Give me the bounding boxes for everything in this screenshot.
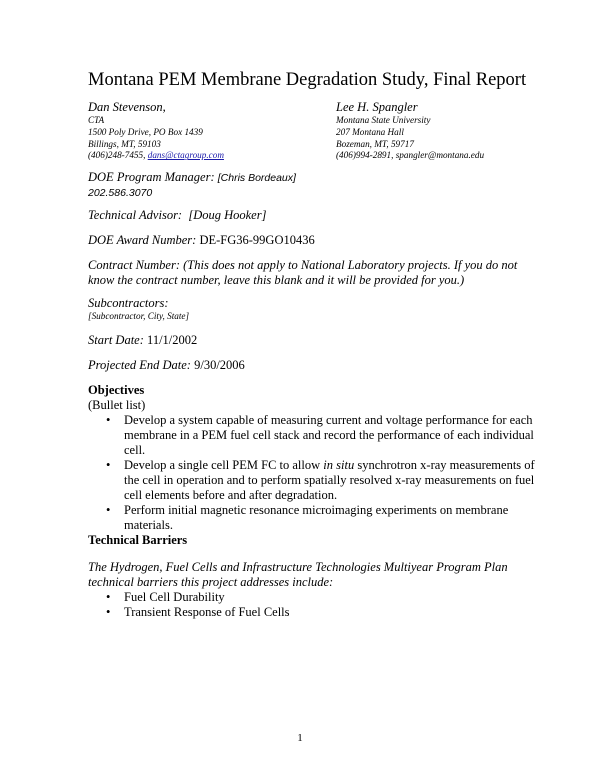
end-date-label: Projected End Date: [88, 358, 191, 372]
contract-line-1 [88, 258, 517, 273]
projected-end-date [88, 358, 245, 373]
doe-manager-value: [Chris Bordeaux] [217, 172, 296, 184]
report-title: Montana PEM Membrane Degradation Study, Final Report [88, 70, 527, 90]
list-item-emphasis: in situ [323, 458, 355, 472]
author-name: Dan Stevenson, [88, 100, 166, 114]
barriers-intro-2: technical barriers this project addresses include: [88, 575, 334, 589]
author-address-line: 207 Montana Hall [336, 126, 404, 137]
list-item: • Fuel Cell Durability [88, 590, 508, 605]
author-contact-line [336, 150, 484, 162]
list-item-line: cell elements before and after degradation. [124, 488, 338, 502]
list-item [88, 413, 535, 458]
list-item-text: Develop a single cell PEM FC to allow [124, 458, 324, 472]
objectives-heading: Objectives [88, 383, 145, 397]
list-item [88, 458, 535, 503]
contract-number [88, 258, 517, 288]
list-item-line: materials. [124, 518, 173, 532]
subcontractors-label: Subcontractors: [88, 296, 169, 310]
author-name: Lee H. Spangler [336, 100, 418, 114]
page-number: 1 [297, 732, 303, 744]
list-item-line: the cell in operation and to perform spatially resolved x-ray measurements on fuel [124, 473, 535, 487]
start-date [88, 333, 197, 348]
barriers-list [88, 590, 508, 620]
author-phone: (406)248-7455, [88, 150, 146, 161]
contract-label: Contract Number: [88, 258, 181, 272]
author-address-line: 1500 Poly Drive, PO Box 1439 [88, 126, 203, 137]
start-date-value: 11/1/2002 [147, 333, 198, 347]
objectives-section [88, 383, 535, 533]
award-value: DE-FG36-99GO10436 [199, 233, 315, 247]
author-org: Montana State University [336, 115, 431, 125]
author-city-line: Billings, MT, 59103 [88, 138, 161, 149]
technical-advisor-value: [Doug Hooker] [188, 208, 267, 222]
list-item-line: membrane in a PEM fuel cell stack and record the performance of each individual [124, 428, 534, 442]
subcontractors-value: [Subcontractor, City, State] [88, 311, 190, 321]
award-label: DOE Award Number: [88, 233, 197, 247]
list-item-line [124, 458, 535, 473]
start-date-label: Start Date: [88, 333, 144, 347]
author-block-1 [88, 100, 224, 162]
technical-advisor-label: Technical Advisor: [88, 208, 183, 222]
list-item-line: cell. [124, 443, 146, 457]
technical-advisor [88, 208, 266, 223]
author-email: spangler@montana.edu [395, 150, 485, 161]
author-phone: (406)994-2891, [336, 150, 394, 161]
objectives-subheading: (Bullet list) [88, 398, 146, 412]
list-item-line: • Develop a system capable of measuring current and voltage performance for each [124, 413, 533, 427]
list-item [88, 503, 535, 533]
doe-manager-label: DOE Program Manager: [88, 170, 215, 184]
doe-manager-phone: 202.586.3070 [88, 187, 153, 199]
author-email-link[interactable]: dans@ctagroup.com [147, 150, 224, 161]
contract-note-1: (This does not apply to National Laboratory projects. If you do not [183, 258, 518, 272]
technical-barriers-heading: Technical Barriers [88, 533, 188, 547]
author-org: CTA [88, 115, 105, 125]
barriers-intro-1: The Hydrogen, Fuel Cells and Infrastructure Technologies Multiyear Program Plan [88, 560, 508, 574]
author-contact-line [88, 150, 224, 162]
list-item-line: • Perform initial magnetic resonance microimaging experiments on membrane [124, 503, 509, 517]
subcontractors [88, 296, 189, 323]
doe-program-manager [88, 170, 296, 201]
contract-note-2: know the contract number, leave this blank and it will be provided for you.) [88, 273, 465, 287]
technical-barriers-section [88, 560, 508, 620]
author-block-2 [336, 100, 484, 162]
list-item-text: synchrotron x-ray measurements of [354, 458, 535, 472]
end-date-value: 9/30/2006 [194, 358, 245, 372]
author-city-line: Bozeman, MT, 59717 [336, 138, 414, 149]
objectives-list [88, 413, 535, 533]
list-item: • Transient Response of Fuel Cells [88, 605, 508, 620]
doe-manager-line [88, 170, 296, 186]
doe-award-number [88, 233, 315, 248]
